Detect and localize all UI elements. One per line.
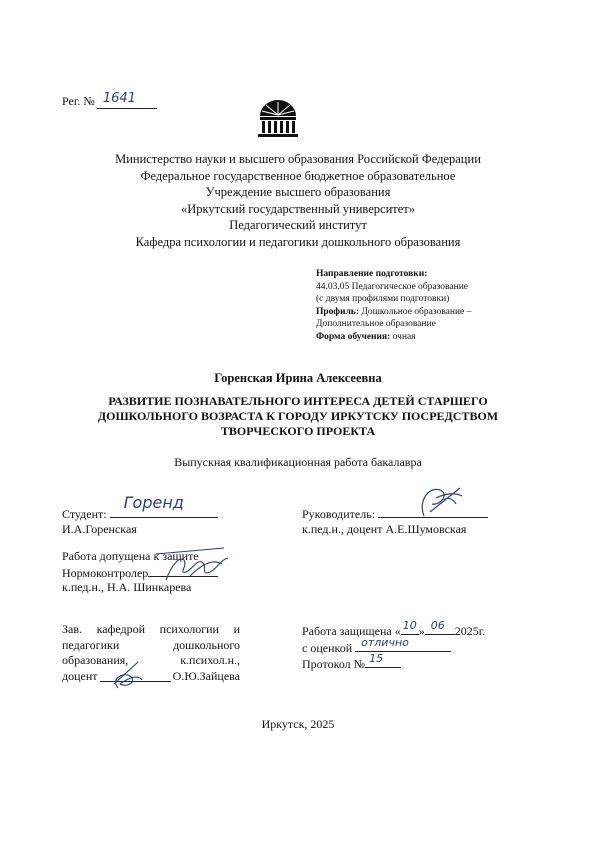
institute-name: Педагогический институт [229, 218, 367, 232]
work-type: Выпускная квалификационная работа бакалавра [174, 455, 422, 469]
institution-header [0, 151, 596, 250]
registration-handwritten-number: 1641 [102, 91, 136, 106]
supervisor-label: Руководитель: [302, 507, 376, 521]
head-text: психологии [159, 622, 219, 636]
defense-day: 10 [402, 619, 417, 632]
direction-label: Направление подготовки: [316, 269, 428, 279]
grade-label: с оценкой [302, 640, 353, 655]
head-signature [108, 658, 148, 690]
norm-controller-label: Нормоконтролер [62, 565, 149, 580]
direction-value-2: (с двумя профилями подготовки) [316, 294, 450, 305]
head-text: и [233, 622, 240, 636]
head-text: Зав. [62, 622, 83, 636]
ministry-line: Министерство науки и высшего образования Российской Федерации [115, 152, 481, 166]
defense-month: 06 [430, 619, 445, 632]
thesis-title [0, 394, 596, 438]
supervisor-name: к.пед.н., доцент А.Е.Шумовская [302, 521, 467, 536]
thesis-title-line: РАЗВИТИЕ ПОЗНАВАТЕЛЬНОГО ИНТЕРЕСА ДЕТЕЙ СТАРШЕГО [108, 394, 488, 408]
university-name: «Иркутский государственный университет» [181, 201, 415, 216]
head-text: образования, [62, 653, 129, 667]
head-text: дошкольного [173, 637, 240, 652]
head-text: педагогики [62, 637, 120, 652]
admission-text: Работа допущена к защите [62, 549, 199, 563]
direction-value: 44.03.05 Педагогическое образование [316, 281, 469, 292]
defense-day-field [401, 619, 419, 635]
head-of-department-block [62, 622, 240, 684]
registration-field [97, 91, 157, 109]
student-signature: Горенд [123, 493, 184, 512]
head-text: кафедрой [96, 622, 146, 636]
defense-month-field [425, 619, 455, 635]
defense-label: Работа защищена « [302, 624, 401, 638]
defense-quote: » [418, 624, 425, 638]
registration-label: Рег. № [62, 94, 95, 108]
profile-value-2: Дополнительное образование [316, 319, 436, 330]
head-name: О.Ю.Зайцева [172, 668, 240, 683]
thesis-title-line: ТВОРЧЕСКОГО ПРОЕКТА [220, 423, 376, 438]
profile-label: Профиль: [316, 306, 359, 317]
study-form-label: Форма обучения: [316, 331, 391, 342]
protocol-number: 15 [369, 652, 384, 665]
norm-controller-name: к.пед.н., Н.А. Шинкарева [62, 580, 192, 594]
institution-type-line: Федеральное государственное бюджетное образовательное [140, 168, 456, 183]
institution-type-line-2: Учреждение высшего образования [205, 185, 391, 199]
student-label: Студент: [62, 507, 107, 521]
university-logo [254, 96, 302, 140]
student-signature-line [110, 493, 218, 518]
protocol-label: Протокол № [302, 657, 366, 671]
head-text: доцент [62, 668, 98, 683]
supervisor-signature [410, 482, 470, 522]
author-name: Горенская Ирина Алексеевна [214, 371, 382, 385]
defense-block [302, 619, 486, 672]
grade-field [355, 635, 451, 652]
thesis-title-line: ДОШКОЛЬНОГО ВОЗРАСТА К ГОРОДУ ИРКУТСКУ ПОСРЕДСТВОМ [97, 408, 499, 423]
program-info [316, 268, 546, 344]
student-block [62, 493, 218, 536]
registration-number [62, 91, 157, 109]
profile-value: Дошкольное образование – [359, 306, 472, 317]
defense-year: 2025г. [454, 624, 486, 638]
protocol-field [365, 652, 401, 668]
head-text: к.психол.н., [180, 653, 240, 667]
city-year: Иркутск, 2025 [261, 717, 335, 731]
norm-controller-signature [150, 546, 240, 586]
study-form-value: очная [390, 331, 416, 342]
department-name: Кафедра психологии и педагогики дошкольного образования [135, 234, 461, 249]
grade-value: отлично [361, 635, 409, 649]
student-name: И.А.Горенская [62, 521, 137, 536]
